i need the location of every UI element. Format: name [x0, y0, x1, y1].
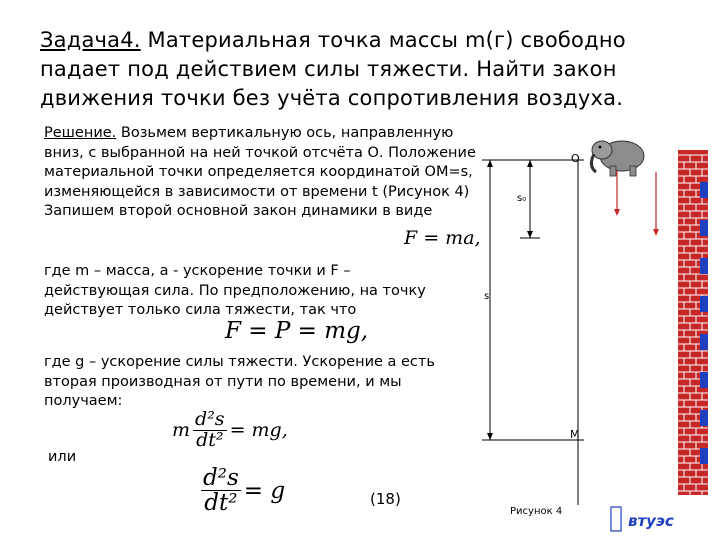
s-label: s: [484, 291, 490, 302]
figure-caption: Рисунок 4: [510, 506, 563, 517]
formula-rhs: = mg,: [229, 419, 288, 442]
point-o-label: O: [571, 152, 580, 165]
task-number: Задача4.: [40, 28, 141, 52]
paragraph-acceleration: где g – ускорение силы тяжести. Ускорение а есть вторая производная от пути по времени, и мы получаем:: [44, 354, 435, 409]
building-window: [700, 182, 708, 198]
fraction-denominator: dt²: [204, 490, 238, 517]
building-window: [700, 258, 708, 274]
or-label: или: [48, 449, 77, 465]
s-arrow-down: [487, 433, 493, 440]
building-window: [700, 220, 708, 236]
fraction-numerator: d²s: [195, 408, 225, 430]
task-statement: Материальная точка массы m(г) свободно падает под действием силы тяжести. Найти закон движения точки без учёта сопротивления воздуха.: [40, 28, 626, 110]
fraction-denominator: dt²: [196, 428, 224, 451]
solution-label: Решение.: [44, 125, 117, 141]
s0-arrow-down: [527, 231, 533, 238]
building-window: [700, 334, 708, 350]
brick-building: [678, 150, 708, 498]
elephant-icon: [591, 141, 644, 176]
formula-gravity: F = P = mg,: [225, 318, 369, 344]
building-window: [700, 410, 708, 426]
fraction-numerator: d²s: [203, 465, 239, 491]
formula-newton-law: F = ma,: [404, 227, 481, 249]
s0-label: s₀: [517, 193, 527, 204]
building-window: [700, 296, 708, 312]
paragraph-force: где m – масса, а - ускорение точки и F – действующая сила. По предположению, на точку действует только сила тяжести, так что: [44, 263, 426, 318]
building-window: [700, 372, 708, 388]
point-m-label: M: [570, 428, 580, 441]
s0-arrow-up: [527, 160, 533, 167]
formula-rhs: = g: [243, 477, 286, 504]
equation-number: (18): [370, 490, 401, 508]
building-window: [700, 448, 708, 464]
solution-text: Возьмем вертикальную ось, направленную вниз, с выбранной на ней точкой отсчёта О. Положение материальной точки определяется координатой ОМ=s, изменяющейся в зависимости от времени t (Рисунок 4) Запишем второй основной закон динамики в виде: [44, 125, 476, 219]
university-logo: [611, 507, 674, 531]
formula-mass: m: [172, 419, 191, 442]
svg-text:втуэс: втуэс: [628, 512, 674, 530]
s-arrow-up: [487, 160, 493, 167]
